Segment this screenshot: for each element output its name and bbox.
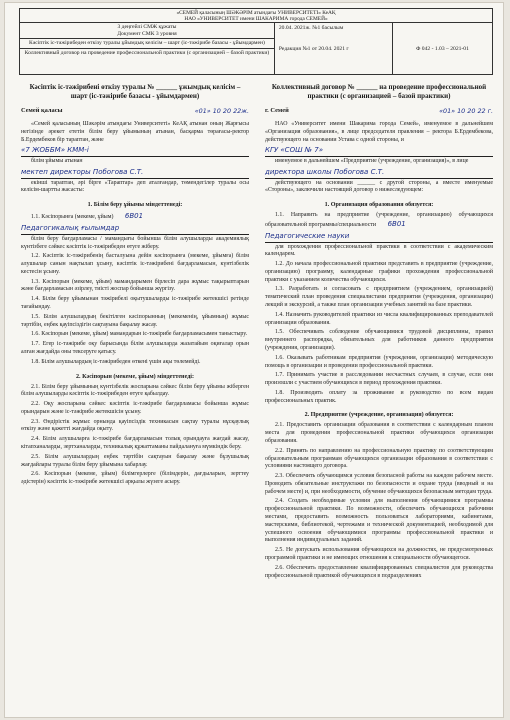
kz-p1-5: 1.5. Білім алушылардың бекітілген кәсіпорынның (мекеменің, ұйымның) жұмыс тәртібін, еңбек қауіпсіздігін сақтауына бақылау жасау.: [21, 313, 249, 328]
ru-p2-2: 2.2. Принять по направлению на профессиональную практику по соответствующим образовательным программам обучающихся организации образования в соответствии с условиями настоящего договора.: [265, 447, 493, 470]
kazakh-column: [21, 83, 249, 489]
ru-director-handwritten: директора школы Побогова С.Т.: [265, 167, 385, 176]
ru-intro2: именуемое в дальнейшем «Предприятие (учреждение, организация)», в лице: [275, 158, 469, 165]
header-contract-ru: Коллективный договор на проведение профессиональной практики (с организацией – базой практики): [24, 50, 270, 57]
kz-p2-1: 2.1. Білім беру ұйымының күнтізбелік жоспарына сәйкес білім беру ұйымы жіберген білім алушыларды кәсіптік іс-тәжірибеден өтуге қабылдау.: [21, 383, 249, 398]
kz-p2-3: 2.3. Өндірістік жұмыс орнында қауіпсіздік техникасын сақтау туралы нұсқаулық өткізу және қажетті жағдайда оқыту.: [21, 418, 249, 433]
ru-director-line: [265, 168, 493, 179]
ru-specialty-line: [265, 232, 493, 243]
kz-p2-4: 2.4. Білім алушыларға іс-тәжірибе бағдарламасын толық орындауға жағдай жасау, кітапханаларды, зертханаларды, техникалық құжаттаманы пайдалануға мүмкіндік беру.: [21, 436, 249, 451]
document-header: [19, 8, 493, 75]
kz-p1-1: [21, 212, 249, 222]
kz-p1-3: 1.3. Кәсіпорын (мекеме, ұйым) мамандарымен бірлесіп дара жұмыс тақырыптарын және бағдарламасын әзірлеу, тиісті жоспар бойынша жүргізу.: [21, 278, 249, 293]
ru-p1-1-text: 1.1. Направить на предприятие (учреждение, организацию) обучающихся образовательной программы/специальности: [265, 212, 493, 229]
ru-p1-4: 1.4. Назначить руководителей практики из числа квалифицированных преподавателей организации образования.: [265, 311, 493, 326]
ru-section-1: 1. Организация образования обязуется:: [324, 202, 434, 209]
kz-p1-4: 1.4. Білім беру ұйымынан тәжірибелі оқытушыларды іс-тәжірибе жетекшісі ретінде тағайындау.: [21, 296, 249, 311]
header-code: Ф 042 - 1.03 – 2021-01: [415, 45, 469, 52]
ru-intro3: действующего на основании ______ с другой стороны, а вместе именуемые «Стороны», заключили настоящий договор о нижеследующем:: [265, 179, 493, 194]
kz-p1-1b: білім беру бағдарламасы / мамандығы бойынша білім алушыларды академиялық күнтізбеге сәйкес кәсіптік іс-тәжірибеден өтуге жіберу.: [21, 235, 249, 250]
document-page: [4, 2, 504, 718]
kz-org-handwritten: «7 ЖОББМ» КММ-і: [21, 146, 89, 155]
kz-title: Кәсіптік іс-тәжірибені өткізу туралы № ______ ұжымдық келісім – шарт (іс-тәжірибе базасы - ұйымдармен): [29, 83, 241, 100]
kz-director-handwritten: мектеп директоры Побогова С.Т.: [21, 167, 144, 176]
kz-p2-6: 2.6. Кәсіпорын (мекеме, ұйым) білімгерлерге (білімдерін, дағдыларын, зерттеу әдістерін) кәсіптік іс-тәжірибе жетекшісі арқылы жүзеге асыру.: [21, 471, 249, 486]
header-contract-kz: Кәсіптік іс-тәжірибеден өткізу туралы ұйымдық келісім – шарт (іс-тәжірибе базасы - ұйымдармен): [20, 39, 274, 49]
kz-p2-2: 2.2. Оқу жоспарына сәйкес кәсіптік іс-тәжірибе бағдарламасы бойынша жұмыс орындарын және іс-тәжірибе жетекшісін ұсыну.: [21, 401, 249, 415]
kz-place-date: [21, 107, 249, 115]
ru-p1-6: 1.6. Оказывать работникам предприятия (учреждения, организации) методическую помощь в организации и проведении профессиональной практики.: [265, 354, 493, 369]
ru-org-line: [265, 146, 493, 157]
ru-p1-8: 1.8. Производить оплату за проживание и руководство по всем видам профессиональных практик.: [265, 389, 493, 404]
kz-city: Семей қаласы: [21, 106, 63, 114]
kz-specialty-handwritten: Педагогикалық ғылымдар: [21, 224, 120, 233]
ru-p1-1b: для прохождения профессиональной практики в соответствии с академическим календарем.: [265, 243, 493, 258]
ru-p2-1: 2.1. Предоставить организации образования в соответствии с календарным планом места для проведения профессиональной практики обучающихся организации образования.: [265, 422, 493, 445]
ru-p1-3: 1.3. Разработать и согласовать с предприятием (учреждением, организацией) тематический план проведения специалистами предприятия (учреждения, организации) лекций и экскурсий, а также план организации учебных занятий на базе практики.: [265, 286, 493, 309]
russian-column: [265, 83, 493, 582]
ru-org-handwritten: КГУ «СОШ № 7»: [265, 146, 324, 155]
ru-p1-7: 1.7. Принимать участие в расследовании несчастных случаев, в случае, если они произошли с участием обучающихся в период прохождения практики.: [265, 372, 493, 387]
kz-intro3: екінші тараптан, әрі бірге «Тараптар» деп аталғандар, төмендегілер туралы осы келісім-шартты жасасты:: [21, 179, 249, 194]
header-doc-level-ru: Документ СМК 3 уровня: [117, 30, 177, 37]
kz-intro: «Семей қаласының Шәкәрім атындағы Университеті» КеАҚ атынан оның Жарғысы негізінде әрекет ететін білім беру ұйымының атынан, басқарма төрағасы-ректор Б.Ердембеков бір тараптан, және: [21, 120, 249, 143]
kz-section-1: 1. Білім беру ұйымы міндеттенеді:: [87, 202, 183, 209]
ru-section-2: 2. Предприятие (учреждение, организация) обязуется:: [304, 412, 454, 419]
ru-p2-3: 2.3. Обеспечить обучающимся условия безопасной работы на каждом рабочем месте. Проводить обязательные инструктажи по безопасности и охране труда (вводный и на рабочем месте) и, при необходимости, обучение обучающихся безопасным методам труда.: [265, 473, 493, 495]
kz-director-line: [21, 168, 249, 179]
header-university: [20, 9, 492, 23]
ru-p1-2: 1.2. До начала профессиональной практики представить в предприятие (учреждение, организацию) программу, календарные графики прохождения профессиональной практики с указанием количества обучающихся.: [265, 261, 493, 283]
ru-p1-1: [265, 212, 493, 230]
ru-intro: НАО «Университет имени Шакарима города Семей», именуемое в дальнейшем «Организация образования», в лице председателя правления – ректора Б.Ердембекова, действующего на основании Устава с одной стороны, и: [265, 120, 493, 143]
header-edition: [275, 23, 393, 75]
kz-specialty-line: [21, 224, 249, 235]
header-doc-level-kz: 3 деңгейлі СМЖ құжаты: [117, 24, 177, 30]
header-doc-titles: [20, 23, 275, 75]
header-doc-level: [20, 23, 274, 39]
ru-program-code-handwritten: 6В01: [387, 220, 406, 229]
ru-p2-4: 2.4. Создать необходимые условия для выполнения обучающимися программы профессиональной практики. По возможности, обеспечить обучающихся рабочими местами, предоставить возможность пользоваться лабораториями, кабинетами, мастерскими, библиотекой, чертежами и технической документацией, необходимой для успешного освоения обучающимися программы профессиональной практики и выполнения индивидуальных заданий.: [265, 498, 493, 544]
header-edition-kz: 20.04. 2021ж. №1 басылым: [278, 25, 344, 31]
kz-intro2: білім ұйымы атынан: [31, 158, 83, 165]
header-university-kz: «СЕМЕЙ қаласының ШӘКӘРІМ атындағы УНИВЕРСИТЕТІ» КеАҚ: [176, 10, 336, 16]
kz-p1-7: 1.7. Егер іс-тәжірибе оқу барысында білім алушыларда жазатайым оқиғалар орын алған жағдайда оны тексеруге қатысу.: [21, 341, 249, 355]
kz-program-code-handwritten: 6В01: [124, 212, 144, 221]
kz-p1-6: 1.6. Кәсіпорын (мекеме, ұйым) мамандарын іс-тәжірибе бағдарламасымен таныстыру.: [31, 331, 248, 338]
header-university-ru: НАО «УНИВЕРСИТЕТ имени ШАКАРИМА города СЕМЕЙ»: [184, 16, 328, 23]
kz-org-line: [21, 146, 249, 157]
ru-date: «01» 10 20 22 г.: [439, 106, 493, 115]
kz-date: «01» 10 20 22ж.: [194, 106, 249, 115]
ru-p1-5: 1.5. Обеспечивать соблюдение обучающимися трудовой дисциплины, правил внутреннего распорядка, обязательных для работников данного предприятия (учреждения, организации).: [265, 329, 493, 351]
kz-section-2: 2. Кәсіпорын (мекеме, ұйым) міндеттенеді:: [76, 373, 194, 380]
ru-p2-5: 2.5. Не допускать использования обучающихся на должностях, не предусмотренных программой практики и не имеющих отношения к специальности обучающегося.: [265, 547, 493, 561]
header-edition-ru: Редакция №1 от 20.04. 2021 г: [278, 45, 349, 52]
ru-city: г. Семей: [265, 106, 289, 114]
ru-specialty-handwritten: Педагогические науки: [265, 231, 350, 240]
ru-title: Коллективный договор № ______ на проведение профессиональной практики (с организацией – базой практики): [271, 83, 487, 100]
kz-p1-1-text: 1.1. Кәсіпорынға (мекеме, ұйым): [31, 214, 114, 221]
kz-p1-2: 1.2. Кәсіптік іс-тәжірибенің басталуына дейін кәсіпорынға (мекеме, ұйымға) білім алушылар санын нақтылап ұсыну, кәсіптік іс-тәжірибені бағдарламасын, күнтізбелік кестесін ұсыну.: [21, 253, 249, 275]
ru-place-date: [265, 107, 493, 115]
kz-p2-5: 2.5. Білім алушылардың еңбек тәртібін сақтауын бақылау және бұзушылық жағдайлары туралы білім беру ұйымына хабарлау.: [21, 453, 249, 468]
ru-p2-6: 2.6. Обеспечить предоставление квалифицированных специалистов для руководства профессиональной практикой обучающихся в подразделениях: [265, 564, 493, 579]
kz-p1-8: 1.8. Білім алушылардың іс-тәжірибеден өткені үшін ақы төлемейді.: [31, 358, 201, 365]
